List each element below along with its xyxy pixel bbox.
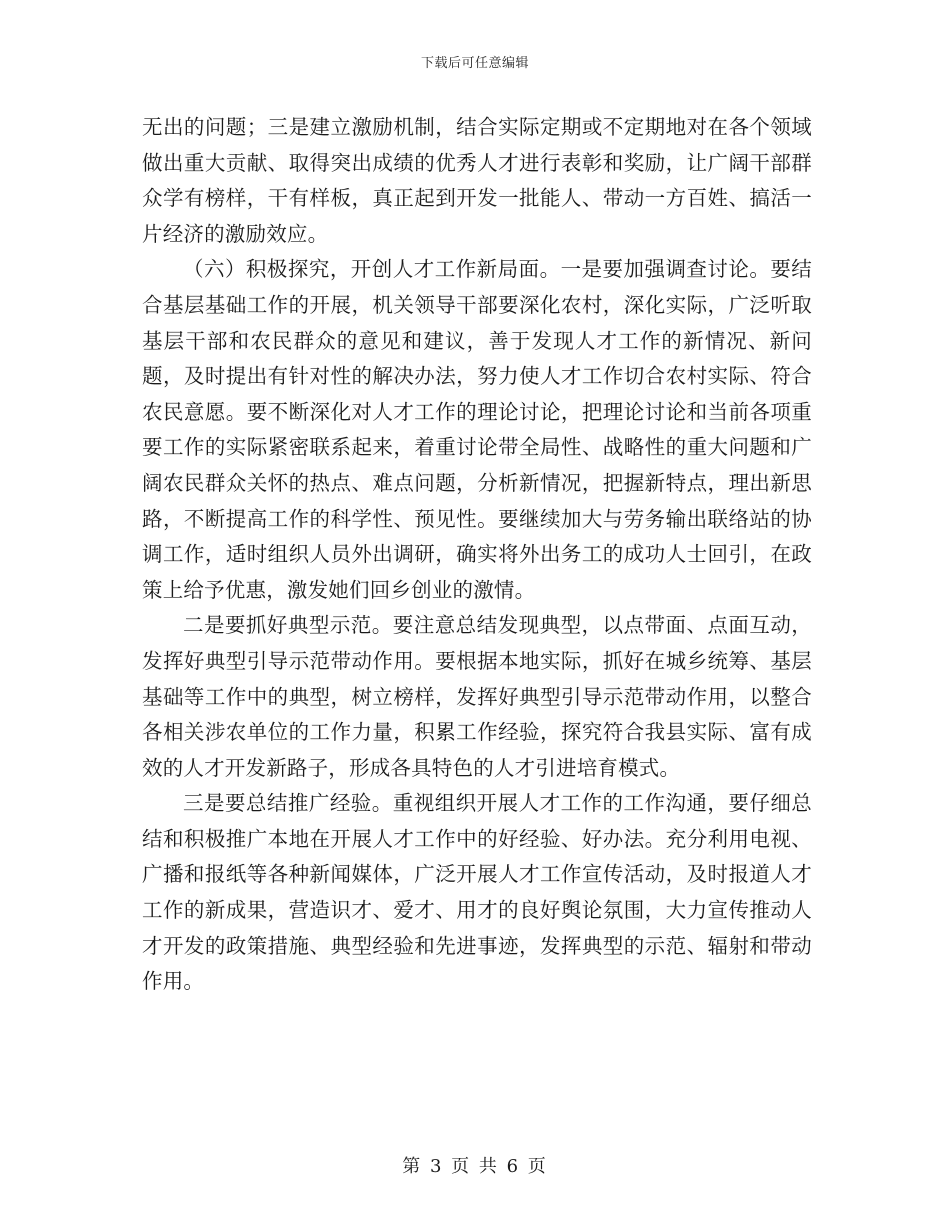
page-number-footer: 第 3 页 共 6 页 bbox=[402, 1156, 548, 1177]
paragraph-section-six: （六）积极探究，开创人才工作新局面。一是要加强调查讨论。要结合基层基础工作的开展，机关领导干部要深化农村，深化实际，广泛听取基层干部和农民群众的意见和建议，善于发现人才工作的新情况、新问题，及时提出有针对性的解决办法，努力使人才工作切合农村实际、符合农民意愿。要不断深化对人才工作的理论讨论，把理论讨论和当前各项重要工作的实际紧密联系起来，着重讨论带全局性、战略性的重大问题和广阔农民群众关怀的热点、难点问题，分析新情况，把握新特点，理出新思路，不断提高工作的科学性、预见性。要继续加大与劳务输出联络站的协调工作，适时组织人员外出调研，确实将外出务工的成功人士回引，在政策上给予优惠，激发她们回乡创业的激情。 bbox=[142, 257, 812, 602]
page-header: 下载后可任意编辑 bbox=[420, 56, 529, 71]
paragraph-promote-experience: 三是要总结推广经验。重视组织开展人才工作的工作沟通，要仔细总结和积极推广本地在开展人才工作中的好经验、好办法。充分利用电视、广播和报纸等各种新闻媒体，广泛开展人才工作宣传活动，及时报道人才工作的新成果，营造识才、爱才、用才的良好舆论氛围，大力宣传推动人才开发的政策措施、典型经验和先进事迹，发挥典型的示范、辐射和带动作用。 bbox=[142, 791, 812, 994]
document-body bbox=[142, 110, 812, 1000]
paragraph-typical-demonstration: 二是要抓好典型示范。要注意总结发现典型，以点带面、点面互动，发挥好典型引导示范带动作用。要根据本地实际，抓好在城乡统筹、基层基础等工作中的典型，树立榜样，发挥好典型引导示范带动作用，以整合各相关涉农单位的工作力量，积累工作经验，探究符合我县实际、富有成效的人才开发新路子，形成各具特色的人才引进培育模式。 bbox=[142, 613, 812, 780]
paragraph-continuation: 无出的问题；三是建立激励机制，结合实际定期或不定期地对在各个领域做出重大贡献、取得突出成绩的优秀人才进行表彰和奖励，让广阔干部群众学有榜样，干有样板，真正起到开发一批能人、带动一方百姓、搞活一片经济的激励效应。 bbox=[142, 115, 812, 246]
